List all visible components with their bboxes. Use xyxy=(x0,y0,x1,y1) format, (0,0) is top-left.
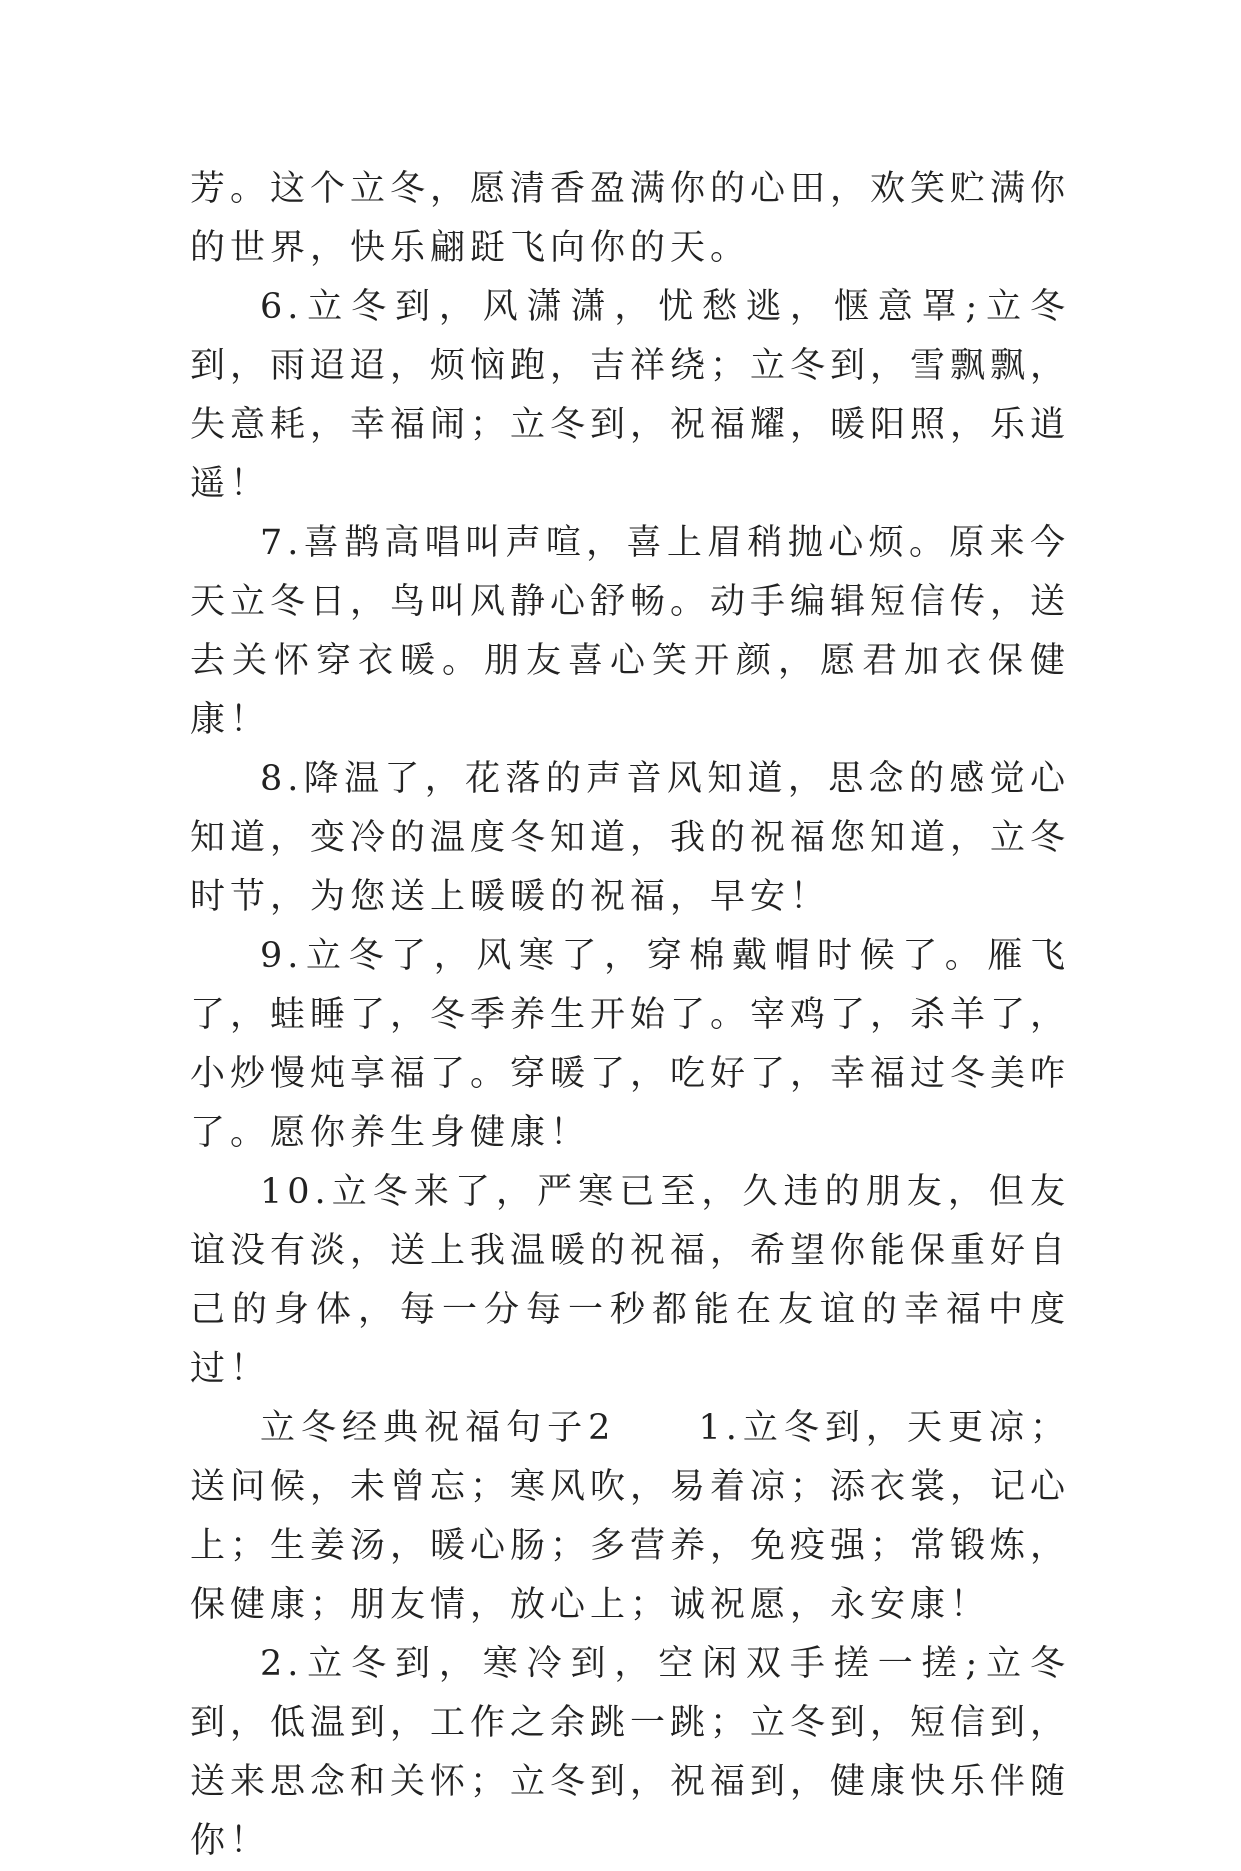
document-body xyxy=(190,160,1070,1871)
paragraph-item-6: 6.立冬到，风潇潇，忧愁逃，惬意罩;立冬到，雨迢迢，烦恼跑，吉祥绕；立冬到，雪飘飘，失意耗，幸福闹；立冬到，祝福耀，暖阳照，乐逍遥！ xyxy=(190,287,1071,504)
paragraph-item-9: 9.立冬了，风寒了，穿棉戴帽时候了。雁飞了，蛙睡了，冬季养生开始了。宰鸡了，杀羊了，小炒慢炖享福了。穿暖了，吃好了，幸福过冬美咋了。愿你养生身健康！ xyxy=(190,936,1071,1153)
paragraph-item-7: 7.喜鹊高唱叫声喧，喜上眉稍抛心烦。原来今天立冬日，鸟叫风静心舒畅。动手编辑短信传，送去关怀穿衣暖。朋友喜心笑开颜，愿君加衣保健康！ xyxy=(190,523,1071,740)
paragraph-item-10: 10.立冬来了，严寒已至，久违的朋友，但友谊没有淡，送上我温暖的祝福，希望你能保重好自己的身体，每一分每一秒都能在友谊的幸福中度过！ xyxy=(190,1172,1071,1389)
paragraph-section-2-item-2: 2.立冬到，寒冷到，空闲双手搓一搓;立冬到，低温到，工作之余跳一跳；立冬到，短信到，送来思念和关怀；立冬到，祝福到，健康快乐伴随你！ xyxy=(190,1644,1071,1861)
paragraph-item-8: 8.降温了，花落的声音风知道，思念的感觉心知道，变冷的温度冬知道，我的祝福您知道，立冬时节，为您送上暖暖的祝福，早安！ xyxy=(190,759,1071,917)
paragraph-continuation: 芳。这个立冬，愿清香盈满你的心田，欢笑贮满你的世界，快乐翩跹飞向你的天。 xyxy=(190,169,1071,268)
paragraph-section-2-item-1: 立冬经典祝福句子2 1.立冬到，天更凉；送问候，未曾忘；寒风吹，易着凉；添衣裳，记心上；生姜汤，暖心肠；多营养，免疫强；常锻炼，保健康；朋友情，放心上；诚祝愿，永安康！ xyxy=(190,1408,1071,1625)
